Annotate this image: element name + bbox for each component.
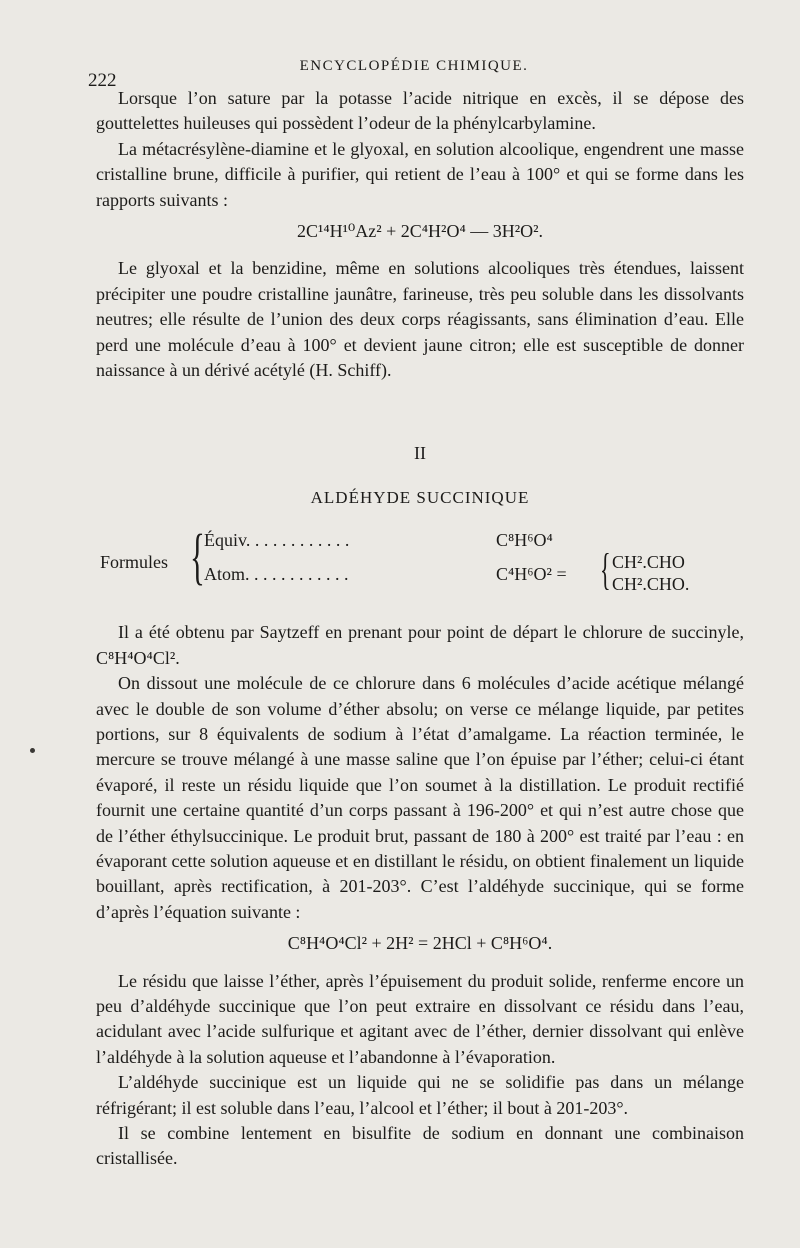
group-formula-line: CH².CHO.: [612, 574, 690, 595]
formulas-label: Formules: [100, 552, 169, 573]
paragraph: Il a été obtenu par Saytzeff en prenant pour point de départ le chlorure de succinyle, C⁸H⁴O⁴Cl².: [96, 622, 744, 668]
page-number: 222: [88, 70, 117, 91]
atom-formula: C⁴H⁶O² =: [496, 564, 567, 585]
section-number: II: [414, 443, 426, 464]
atom-label: Atom. . . . . . . . . . . .: [204, 564, 349, 585]
paragraph: L’aldéhyde succinique est un liquide qui ne se solidifie pas dans un mélange réfrigérant; il est soluble dans l’eau, l’alcool et l’éther; il bout à 201-203°.: [96, 1072, 744, 1118]
equation: 2C¹⁴H¹⁰Az² + 2C⁴H²O⁴ — 3H²O².: [296, 221, 544, 242]
paragraph: Le résidu que laisse l’éther, après l’épuisement du produit solide, renferme encore un peu d’aldéhyde succinique que l’on peut extraire en dissolvant ce résidu dans l’eau, acidulant avec l’acide sulfurique et agitant avec de l’éther, dernier dissolvant qui enlève l’aldéhyde à la solution aqueuse et l’abandonne à l’évaporation.: [96, 970, 744, 1067]
formulas-block: [96, 524, 744, 596]
paragraph: On dissout une molécule de ce chlorure dans 6 molécules d’acide acétique mélangé avec le double de son volume d’éther absolu; on verse ce mélange liquide, par petites portions, sur 8 équivalents de sodium à l’état d’amalgame. La réaction terminée, le mercure se trouve mélangé à une masse saline que l’on épuise par l’éther; celui-ci étant évaporé, il reste un résidu liquide que l’on soumet à la distillation. Le produit rectifié fournit une certaine quantité d’un corps passant à 196-200° et qui n’est autre chose que de l’éther éthylsuccinique. Le produit brut, passant de 180 à 200° est traité par l’eau : en évaporant cette solution aqueuse et en distillant le résidu, on obtient finalement un liquide bouillant, après rectification, à 201-203°. C’est l’aldéhyde succinique, qui se forme d’après l’équation suivante :: [96, 673, 744, 922]
equation: C⁸H⁴O⁴Cl² + 2H² = 2HCl + C⁸H⁶O⁴.: [287, 933, 553, 954]
paragraph: La métacrésylène-diamine et le glyoxal, en solution alcoolique, engendrent une masse cristalline brune, difficile à purifier, qui retient de l’eau à 100° et qui se forme dans les rapports suivants :: [96, 138, 744, 210]
right-group-brace: {: [600, 545, 611, 595]
paragraph: Lorsque l’on sature par la potasse l’acide nitrique en excès, il se dépose des gouttelettes huileuses qui possèdent l’odeur de la phénylcarbylamine.: [96, 88, 744, 134]
page-body: [96, 86, 744, 1172]
equiv-label: Équiv. . . . . . . . . . . .: [204, 530, 350, 551]
paragraph: Il se combine lentement en bisulfite de sodium en donnant une combinaison cristallisée.: [96, 1123, 744, 1169]
page-header: [88, 54, 740, 91]
margin-dot: [30, 748, 35, 753]
group-formula-line: CH².CHO: [612, 552, 685, 573]
equiv-formula: C⁸H⁶O⁴: [496, 530, 553, 551]
paragraph: Le glyoxal et la benzidine, même en solutions alcooliques très étendues, laissent précipiter une poudre cristalline jaunâtre, farineuse, très peu soluble dans les dissolvants neutres; elle résulte de l’union des deux corps réagissants, sans élimination d’eau. Elle perd une molécule d’eau à 100° et devient jaune citron; elle est susceptible de donner naissance à un dérivé acétylé (H. Schiff).: [96, 258, 744, 381]
left-brace: {: [190, 523, 205, 592]
running-head: ENCYCLOPÉDIE CHIMIQUE.: [299, 58, 529, 74]
section-title: ALDÉHYDE SUCCINIQUE: [310, 487, 530, 507]
